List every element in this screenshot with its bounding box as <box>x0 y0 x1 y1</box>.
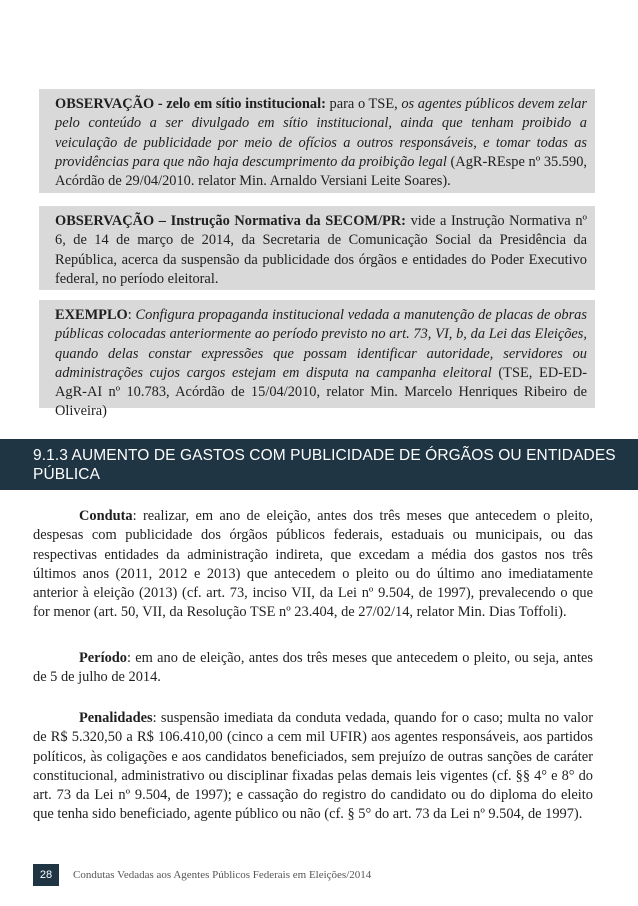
note-box-zelo-sitio <box>39 89 595 193</box>
note-text: vide a Instrução Normativa nº 6, de 14 de março de 2014, da Secretaria de Comunicação Social da Presidência da República, acerca da suspensão da publicidade dos órgãos e entidades do Poder Executivo federal, no período eleitoral. <box>55 213 587 287</box>
example-separator: : <box>127 307 136 323</box>
paragraph-periodo <box>33 649 593 688</box>
note-box-secom <box>39 206 595 290</box>
paragraph-conduta <box>33 507 593 623</box>
paragraph-label: Período <box>79 650 127 666</box>
example-italic-text: Configura propaganda institucional vedada a manutenção de placas de obras públicas colocadas anteriormente ao período previsto no art. 73, VI, b, da Lei das Eleições, quando delas constar expressões que possam identificar autoridade, servidores ou administrações cujos cargos estejam em disputa na campanha eleitoral <box>55 307 587 381</box>
paragraph-text: : suspensão imediata da conduta vedada, quando for o caso; multa no valor de R$ 5.320,50 a R$ 106.410,00 (cinco a cem mil UFIR) aos agentes responsáveis, aos partidos políticos, às coligações e aos candidatos beneficiados, sem prejuízo de outras sanções de caráter constitucional, administrativo ou disciplinar fixadas pelas demais leis vigentes (cf. §§ 4° e 8° do art. 73 da Lei nº 9.504, de 1997); e cassação do registro do candidato ou do diploma do eleito que tenha sido beneficiado, agente público ou não (cf. § 5° do art. 73 da Lei nº 9.504, de 1997). <box>33 710 593 823</box>
note-italic-text: os agentes públicos devem zelar pelo conteúdo a ser divulgado em sítio institucional, ainda que tenham proibido a veiculação de publicidade por meio de ofícios a outros responsáveis, e tomar todas as providências para que não haja descumprimento da proibição legal <box>55 96 587 170</box>
page-footer <box>33 864 371 886</box>
section-heading: 9.1.3 AUMENTO DE GASTOS COM PUBLICIDADE DE ÓRGÃOS OU ENTIDADES PÚBLICA <box>0 439 638 490</box>
example-label: EXEMPLO <box>55 307 128 323</box>
note-text: para o TSE, <box>325 96 402 112</box>
example-box <box>39 300 595 420</box>
paragraph-text: : realizar, em ano de eleição, antes dos três meses que antecedem o pleito, despesas com publicidade dos órgãos públicos federais, estaduais ou municipais, ou das respectivas entidades da administração indireta, que excedam a média dos gastos nos três últimos anos (2011, 2012 e 2013) que antecedem o pleito ou do último ano imediatamente anterior à eleição (2013) (cf. art. 73, inciso VII, da Lei nº 9.504, de 1997), prevalecendo o que for menor (art. 50, VII, da Resolução TSE nº 23.404, de 27/02/14, relator Min. Dias Toffoli). <box>33 508 593 621</box>
note-citation: (AgR-REspe nº 35.590, Acórdão de 29/04/2010. relator Min. Arnaldo Versiani Leite Soares). <box>55 153 587 190</box>
page-number: 28 <box>33 864 59 886</box>
example-citation: (TSE, ED-ED-AgR-AI nº 10.783, Acórdão de 15/04/2010, relator Min. Marcelo Henriques Ribeiro de Oliveira) <box>55 364 588 420</box>
paragraph-text: : em ano de eleição, antes dos três meses que antecedem o pleito, ou seja, antes de 5 de julho de 2014. <box>33 650 593 686</box>
footer-title: Condutas Vedadas aos Agentes Públicos Federais em Eleições/2014 <box>73 869 372 881</box>
paragraph-label: Penalidades <box>79 710 153 726</box>
paragraph-label: Conduta <box>79 508 133 524</box>
note-label: OBSERVAÇÃO – Instrução Normativa da SECOM/PR: <box>55 213 406 229</box>
paragraph-penalidades <box>33 709 593 825</box>
note-label: OBSERVAÇÃO - zelo em sítio institucional: <box>55 96 326 112</box>
